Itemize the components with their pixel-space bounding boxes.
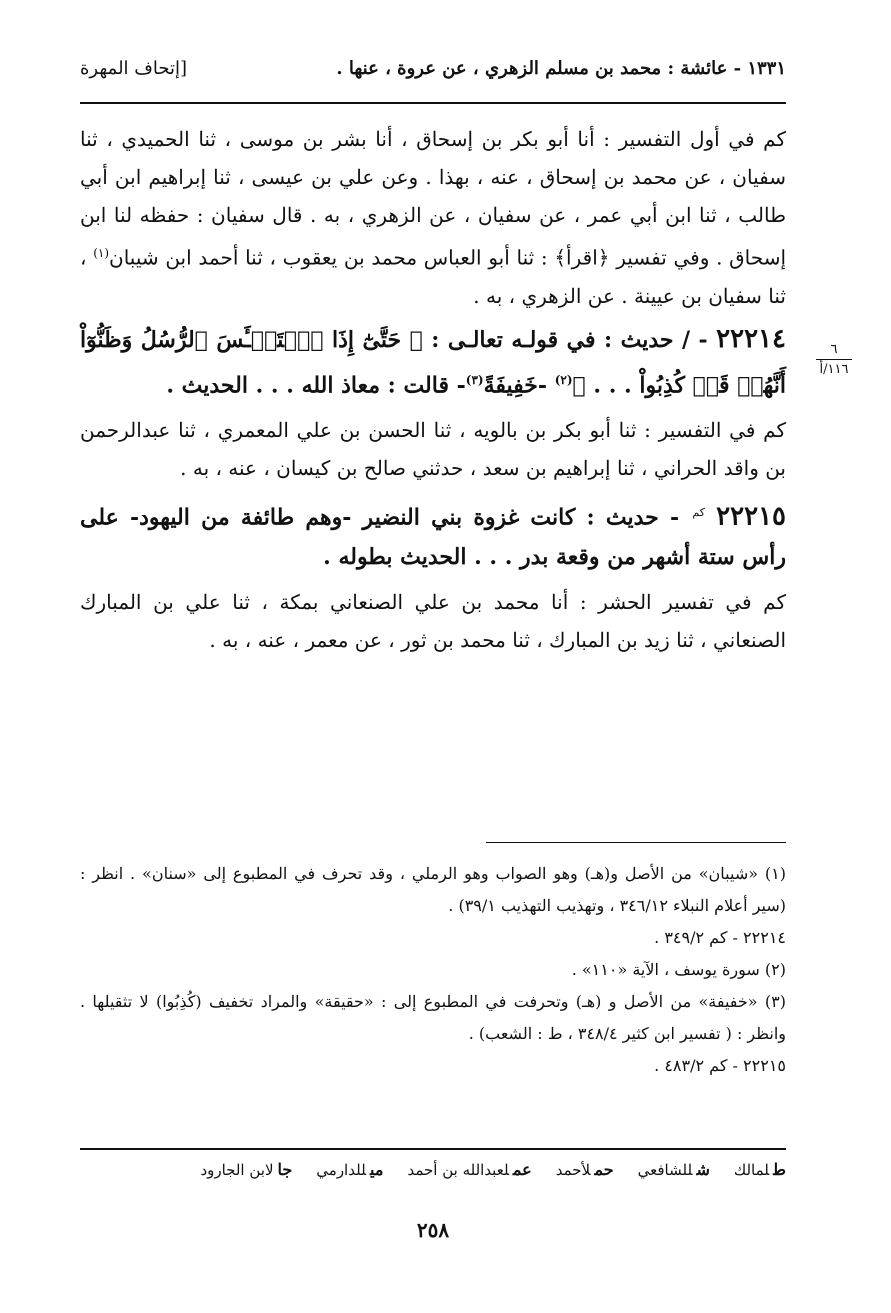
- footnote-ref-3: (٣): [465, 372, 484, 387]
- paragraph-1: [80, 120, 786, 315]
- margin-note-bottom: ١١٦/أ: [819, 362, 849, 377]
- abbrev-item: حملأحمد: [555, 1160, 614, 1179]
- abbrev-item: ميللدارمي: [316, 1160, 384, 1179]
- hadith-text: - حديث : كانت غزوة بني النضير -وهم طائفة من اليهود- على رأس ستة أشهر من وقعة بدر . . . الحديث بطوله .: [80, 504, 786, 571]
- hadith-text-c: - قالت : معاذ الله . . . الحديث .: [166, 371, 466, 398]
- abbrev-item: طلمالك: [733, 1160, 786, 1179]
- footnote-ref-1: (١): [93, 246, 110, 260]
- footnote-source-22215: ٢٢٢١٥ - كم ٤٨٣/٢ .: [654, 1056, 786, 1075]
- hadith-22215: [80, 493, 786, 577]
- abbrev-item: شللشافعي: [637, 1160, 710, 1179]
- footnote-2: (٢) سورة يوسف ، الآية «١١٠» .: [571, 960, 786, 979]
- header-rule: [80, 102, 786, 104]
- footnote-1: (١) «شيبان» من الأصل و(هـ) وهو الصواب وهو الرملي ، وقد تحرف في المطبوع إلى «سنان» . انظر : (سير أعلام النبلاء ٣٤٦/١٢ ، وتهذيب التهذيب ٣٩/١) .: [80, 864, 787, 915]
- page-header: [80, 58, 786, 90]
- paragraph-1-text: كم في أول التفسير : أنا أبو بكر بن إسحاق ، أنا بشر بن موسى ، ثنا الحميدي ، ثنا سفيان ، عن محمد بن إسحاق ، عنه ، بهذا . وعن علي بن عيسى ، ثنا إبراهيم ابن أبي طالب ، ثنا ابن أبي عمر ، عن سفيان ، عن الزهري ، به . قال سفيان : حفظه لنا ابن إسحاق . وفي تفسير ﴿اقرأ﴾ : ثنا أبو العباس محمد بن يعقوب ، ثنا أحمد ابن شيبان: [80, 127, 787, 270]
- hadith-text-a: - / حديث : في قولـه تعالـى : ﴿ حَتَّىٰٓ إِذَا ٱسۡتَيۡـَٔسَ ٱلرُّسُلُ وَظَنُّوٓاْ أَنَّهُمۡ قَدۡ كُذِبُواْ . . . ﴾: [80, 326, 786, 398]
- margin-note-top: ٦: [830, 342, 838, 357]
- footnote-source-22214: ٢٢٢١٤ - كم ٣٤٩/٢ .: [654, 928, 786, 947]
- hadith-number: ٢٢٢١٤: [716, 323, 786, 354]
- km-marker: كم: [692, 505, 705, 519]
- footnote-separator: [486, 842, 786, 843]
- hadith-22214: [80, 319, 786, 405]
- abbrev-item: جالابن الجارود: [200, 1160, 293, 1179]
- margin-folio-note: [816, 342, 852, 377]
- footnote-ref-2: (٢): [554, 372, 573, 387]
- margin-note-divider: [816, 359, 852, 360]
- footnotes: [80, 858, 786, 1082]
- hadith-number: ٢٢٢١٥: [716, 501, 786, 532]
- hadith-text-b: -خَفِيفَةً: [483, 371, 548, 398]
- paragraph-2: كم في التفسير : ثنا أبو بكر بن بالويه ، ثنا الحسن بن علي المعمري ، ثنا عبدالرحمن بن واقد الحراني ، ثنا إبراهيم بن سعد ، حدثني صالح بن كيسان ، عنه ، به .: [80, 417, 786, 480]
- header-book-title: [إتحاف المهرة: [80, 58, 188, 79]
- main-text: [80, 120, 786, 659]
- abbreviation-key: [80, 1156, 786, 1184]
- abbrev-rule: [80, 1148, 786, 1150]
- paragraph-3: كم في تفسير الحشر : أنا محمد بن علي الصنعاني بمكة ، ثنا علي بن المبارك الصنعاني ، ثنا زيد بن المبارك ، ثنا محمد بن ثور ، عن معمر ، عنه ، به .: [80, 590, 786, 653]
- footnote-3: (٣) «خفيفة» من الأصل و (هـ) وتحرفت في المطبوع إلى : «حقيقة» والمراد تخفيف (كُذِبُوا) لا تثقيلها . وانظر : ( تفسير ابن كثير ٣٤٨/٤ ، ط : الشعب) .: [80, 992, 786, 1043]
- abbrev-item: عملعبدالله بن أحمد: [407, 1160, 532, 1179]
- paragraph-1-tail: ، ثنا سفيان بن عيينة . عن الزهري ، به .: [80, 245, 786, 308]
- header-chapter-title: ١٣٣١ - عائشة : محمد بن مسلم الزهري ، عن عروة ، عنها .: [336, 58, 786, 79]
- book-page: [80, 50, 849, 1270]
- page-number: ٢٥٨: [416, 1218, 450, 1242]
